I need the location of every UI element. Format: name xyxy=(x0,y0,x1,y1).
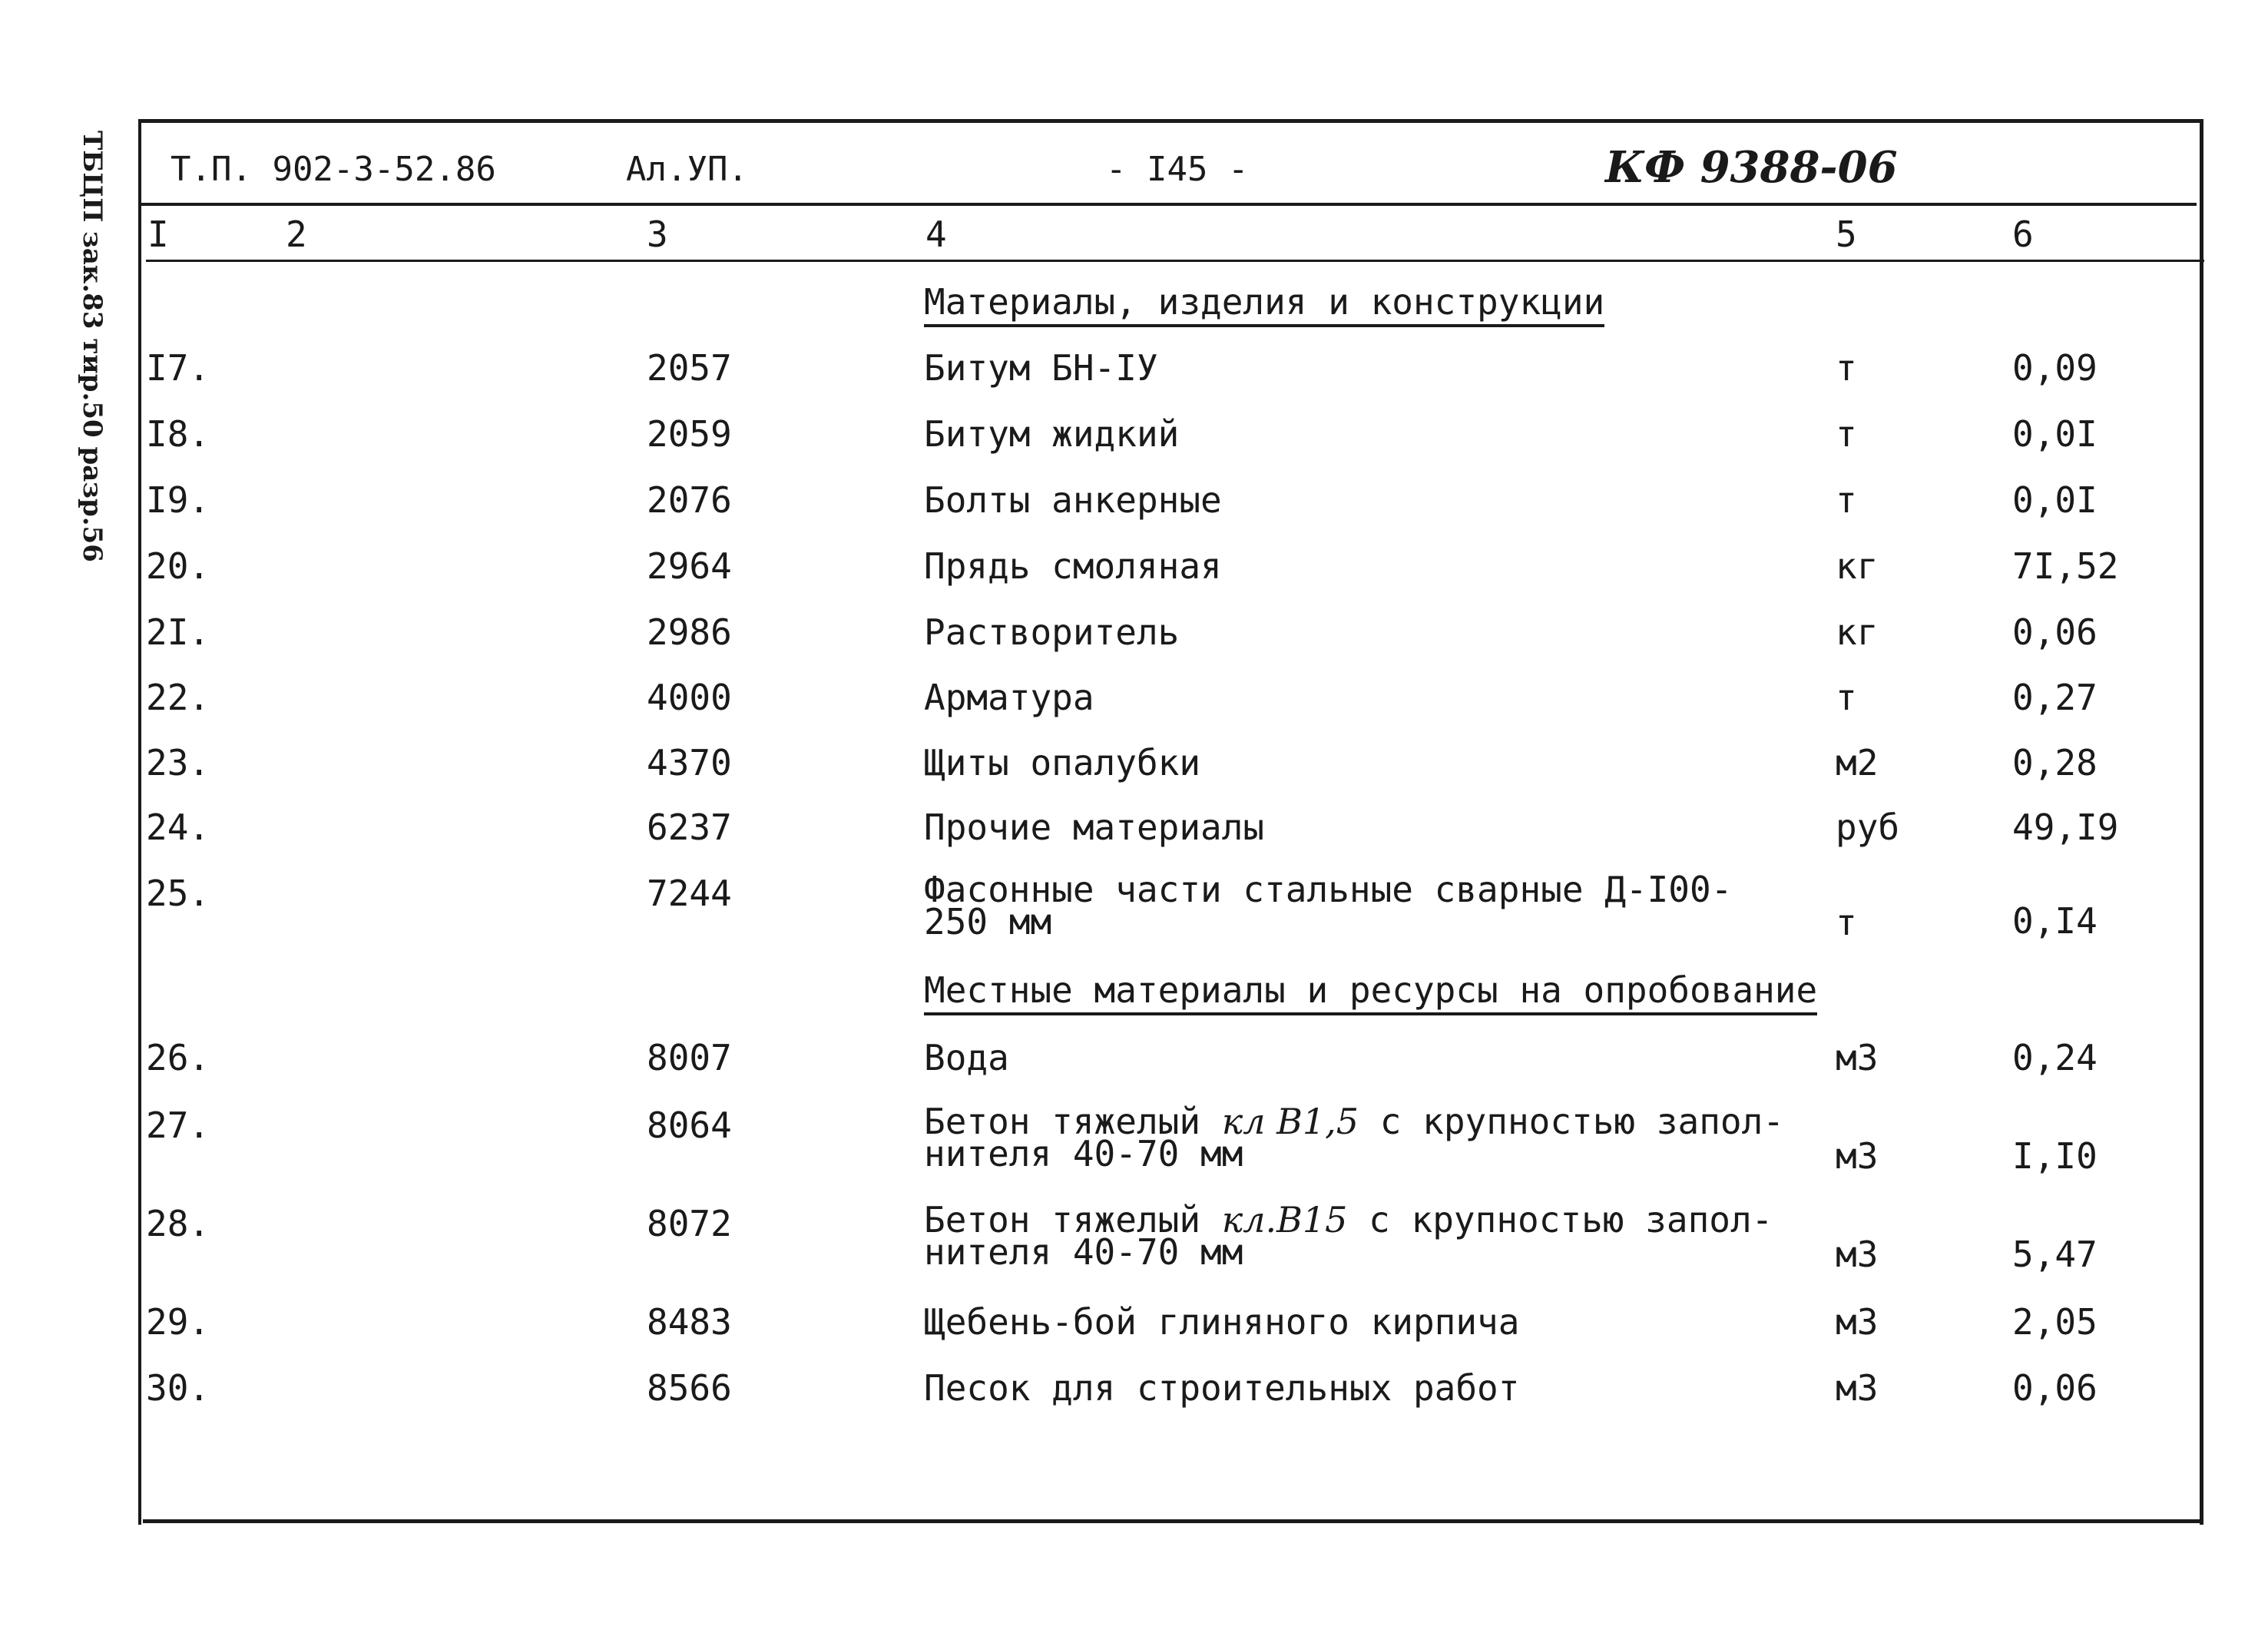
column-number-3: 3 xyxy=(647,214,668,255)
column-number-1: I xyxy=(147,214,169,255)
unit: м2 xyxy=(1836,742,1879,783)
handwritten-class: кл В1,5 xyxy=(1221,1101,1359,1142)
unit: м3 xyxy=(1836,1367,1879,1409)
row-number: 23. xyxy=(146,742,210,783)
resource-name: Вода xyxy=(924,1037,1009,1078)
table-row xyxy=(0,347,2268,389)
resource-code: 2059 xyxy=(647,413,732,455)
resource-name-line2: нителя 40-70 мм xyxy=(924,1231,1243,1273)
resource-code: 6237 xyxy=(647,807,732,848)
frame-bottom-line xyxy=(143,1519,2200,1523)
row-number: 22. xyxy=(146,677,210,718)
table-row xyxy=(0,1301,2268,1343)
table-row xyxy=(0,611,2268,653)
unit: руб xyxy=(1836,807,1900,848)
quantity: 0,I4 xyxy=(2012,900,2097,942)
table-row xyxy=(0,479,2268,521)
resource-code: 7244 xyxy=(647,873,732,914)
column-number-4: 4 xyxy=(925,214,947,255)
quantity: 0,0I xyxy=(2012,479,2097,521)
resource-name: Щиты опалубки xyxy=(924,742,1201,783)
row-number: 25. xyxy=(146,873,210,914)
quantity: 7I,52 xyxy=(2012,545,2119,587)
row-number: 28. xyxy=(146,1203,210,1244)
resource-name: Растворитель xyxy=(924,611,1180,653)
resource-code: 2986 xyxy=(647,611,732,653)
resource-name: Песок для строительных работ xyxy=(924,1367,1520,1409)
resource-code: 8007 xyxy=(647,1037,732,1078)
resource-code: 4000 xyxy=(647,677,732,718)
resource-name: Прядь смоляная xyxy=(924,545,1222,587)
quantity: 0,27 xyxy=(2012,677,2097,718)
section-heading: Материалы, изделия и конструкции xyxy=(924,281,1604,327)
row-number: I7. xyxy=(146,347,210,389)
unit: кг xyxy=(1836,611,1879,653)
unit: м3 xyxy=(1836,1301,1879,1343)
column-number-5: 5 xyxy=(1836,214,1857,255)
row-number: 29. xyxy=(146,1301,210,1343)
row-number: 30. xyxy=(146,1367,210,1409)
resource-name: Битум жидкий xyxy=(924,413,1180,455)
side-archive-note: ТБЦП зак.83 тир.50 разр.56 xyxy=(77,131,108,562)
row-number: 26. xyxy=(146,1037,210,1078)
project-code: Т.П. 902-3-52.86 xyxy=(171,150,496,189)
resource-name-line2: 250 мм xyxy=(924,901,1052,942)
resource-code: 8064 xyxy=(647,1105,732,1146)
table-row xyxy=(0,545,2268,587)
quantity: 49,I9 xyxy=(2012,807,2119,848)
name-printed-part: с крупностью запол- xyxy=(1379,1101,1784,1142)
column-number-divider xyxy=(146,260,2204,262)
resource-code: 8072 xyxy=(647,1203,732,1244)
resource-name-line2: нителя 40-70 мм xyxy=(924,1133,1243,1174)
name-printed-part: с крупностью запол- xyxy=(1369,1199,1773,1240)
unit: м3 xyxy=(1836,1135,1879,1177)
quantity: 0,09 xyxy=(2012,347,2097,389)
unit: т xyxy=(1836,479,1857,521)
quantity: 0,06 xyxy=(2012,1367,2097,1409)
resource-name: Болты анкерные xyxy=(924,479,1222,521)
quantity: 0,06 xyxy=(2012,611,2097,653)
unit: м3 xyxy=(1836,1037,1879,1078)
resource-name: Арматура xyxy=(924,677,1094,718)
resource-code: 2076 xyxy=(647,479,732,521)
resource-name: Щебень-бой глиняного кирпича xyxy=(924,1301,1520,1343)
row-number: 27. xyxy=(146,1105,210,1146)
row-number: 20. xyxy=(146,545,210,587)
resource-name-line1: Фасонные части стальные сварные Д-I00- xyxy=(924,869,1733,910)
row-number: I9. xyxy=(146,479,210,521)
album-code: Ал.УП. xyxy=(626,150,748,189)
resource-code: 2964 xyxy=(647,545,732,587)
header-divider xyxy=(141,203,2197,206)
quantity: 0,24 xyxy=(2012,1037,2097,1078)
resource-name: Битум БН-IУ xyxy=(924,347,1158,389)
name-printed-part: Бетон тяжелый xyxy=(924,1101,1201,1142)
unit: кг xyxy=(1836,545,1879,587)
unit: т xyxy=(1836,347,1857,389)
name-printed-part: Бетон тяжелый xyxy=(924,1199,1201,1240)
row-number: I8. xyxy=(146,413,210,455)
column-number-2: 2 xyxy=(286,214,307,255)
unit: м3 xyxy=(1836,1234,1879,1275)
column-number-6: 6 xyxy=(2012,214,2034,255)
table-row xyxy=(0,1199,2268,1275)
table-row xyxy=(0,1037,2268,1078)
resource-code: 2057 xyxy=(647,347,732,389)
unit: т xyxy=(1836,902,1857,943)
handwritten-class: кл.В15 xyxy=(1221,1199,1348,1240)
quantity: 0,0I xyxy=(2012,413,2097,455)
section-heading: Местные материалы и ресурсы на опробование xyxy=(924,969,1817,1015)
resource-code: 8483 xyxy=(647,1301,732,1343)
resource-name: Прочие материалы xyxy=(924,807,1265,848)
table-row xyxy=(0,413,2268,455)
quantity: 5,47 xyxy=(2012,1234,2097,1275)
table-row xyxy=(0,1367,2268,1409)
table-row xyxy=(0,742,2268,783)
page-number: - I45 - xyxy=(1106,150,1249,189)
quantity: 2,05 xyxy=(2012,1301,2097,1343)
resource-code: 8566 xyxy=(647,1367,732,1409)
quantity: I,I0 xyxy=(2012,1135,2097,1177)
unit: т xyxy=(1836,413,1857,455)
quantity: 0,28 xyxy=(2012,742,2097,783)
row-number: 24. xyxy=(146,807,210,848)
row-number: 2I. xyxy=(146,611,210,653)
resource-code: 4370 xyxy=(647,742,732,783)
unit: т xyxy=(1836,677,1857,718)
stamp-code: КФ 9388-06 xyxy=(1605,142,1898,193)
